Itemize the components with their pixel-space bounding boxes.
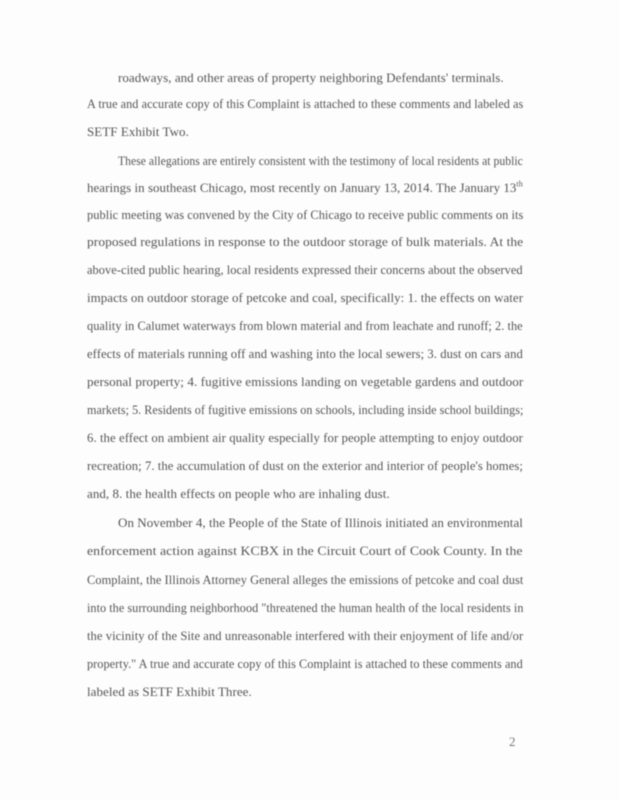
text-line: roadways, and other areas of property neighboring Defendants' terminals.: [118, 70, 504, 85]
text-line: recreation; 7. the accumulation of dust on the exterior and interior of people's homes;: [87, 458, 523, 473]
text-line: the vicinity of the Site and unreasonable interfered with their enjoyment of life and/or: [87, 628, 524, 643]
text-line: hearings in southeast Chicago, most recently on January 13, 2014. The January 13th: [87, 179, 523, 195]
text-line: quality in Calumet waterways from blown material and from leachate and runoff; 2. the: [87, 318, 523, 333]
text-line: Complaint, the Illinois Attorney General alleges the emissions of petcoke and coal dust: [87, 572, 524, 587]
page-number: 2: [509, 734, 516, 749]
text-line: SETF Exhibit Two.: [87, 124, 189, 139]
text-line: labeled as SETF Exhibit Three.: [87, 684, 252, 699]
text-line: above-cited public hearing, local residents expressed their concerns about the observed: [87, 262, 523, 277]
text-line: 6. the effect on ambient air quality especially for people attempting to enjoy outdoor: [87, 430, 523, 445]
text-line: into the surrounding neighborhood "threatened the human health of the local residents in: [87, 600, 524, 615]
text-line: proposed regulations in response to the outdoor storage of bulk materials. At the: [87, 234, 524, 249]
text-line: These allegations are entirely consistent with the testimony of local residents at public: [118, 153, 523, 168]
text-line: enforcement action against KCBX in the Circuit Court of Cook County. In the: [87, 543, 523, 558]
text-line: personal property; 4. fugitive emissions landing on vegetable gardens and outdoor: [87, 374, 524, 389]
text-line: A true and accurate copy of this Complaint is attached to these comments and labeled as: [87, 96, 524, 111]
text-line: markets; 5. Residents of fugitive emissions on schools, including inside school buildings;: [87, 402, 524, 417]
text-line: and, 8. the health effects on people who are inhaling dust.: [87, 486, 390, 501]
text-line: effects of materials running off and washing into the local sewers; 3. dust on cars and: [87, 346, 523, 361]
text-line: On November 4, the People of the State of Illinois initiated an environmental: [118, 515, 523, 530]
text-line: public meeting was convened by the City of Chicago to receive public comments on its: [87, 207, 524, 222]
text-line: impacts on outdoor storage of petcoke and coal, specifically: 1. the effects on water: [87, 290, 524, 305]
text-line: property." A true and accurate copy of this Complaint is attached to these comments and: [87, 656, 523, 671]
